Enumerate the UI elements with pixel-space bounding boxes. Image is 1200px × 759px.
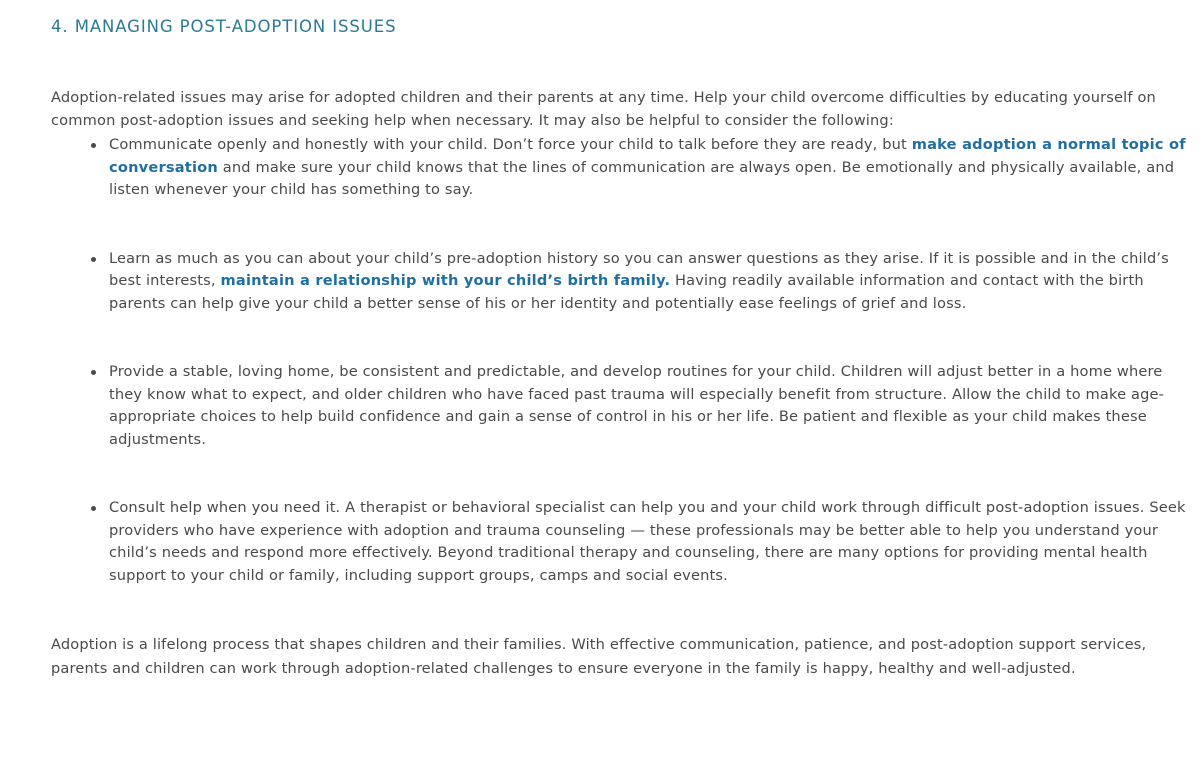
link-normal-topic-of-conversation[interactable]: make adoption a normal topic of conversation: [109, 136, 1186, 176]
bullet-text: Communicate openly and honestly with your child. Don’t force your child to talk before they are ready, but: [109, 136, 912, 153]
link-birth-family-relationship[interactable]: maintain a relationship with your child’s birth family.: [220, 272, 671, 289]
bullet-text: Consult help when you need it. A therapist or behavioral specialist can help you and your child work through difficult post-adoption issues. Seek providers who have experience with adoption and trauma counseling — these professionals may be better able to help you understand your child’s needs and respond more effectively. Beyond traditional therapy and counseling, there are many options for providing mental health support to your child or family, including support groups, camps and social events.: [109, 499, 1186, 584]
list-item-consult-help: [51, 497, 1191, 587]
bullet-text: Provide a stable, loving home, be consistent and predictable, and develop routines for your child. Children will adjust better in a home where they know what to expect, and older children who have faced past trauma will especially benefit from structure. Allow the child to make age-appropriate choices to help build confidence and gain a sense of control in his or her life. Be patient and flexible as your child makes these adjustments.: [109, 363, 1165, 448]
section-heading: 4. MANAGING POST-ADOPTION ISSUES: [51, 17, 397, 36]
tips-list: [51, 134, 1191, 587]
bullet-text: Having readily available information and contact with the birth parents can help give your child a better sense of his or her identity and potentially ease feelings of grief and loss.: [109, 272, 1144, 312]
list-item-stable-home: [51, 361, 1191, 451]
bullet-icon: [91, 257, 96, 262]
closing-paragraph: Adoption is a lifelong process that shapes children and their families. With effective communication, patience, and post-adoption support services, parents and children can work through adoption-related challenges to ensure everyone in the family is happy, healthy and well-adjusted.: [51, 636, 1147, 677]
bullet-icon: [91, 370, 96, 375]
bullet-icon: [91, 143, 96, 148]
list-item-communicate: [51, 134, 1191, 202]
intro-paragraph: Adoption-related issues may arise for adopted children and their parents at any time. Help your child overcome difficulties by educating yourself on common post-adoption issues and seeking help when necessary. It may also be helpful to consider the following:: [51, 89, 1156, 129]
bullet-text: Learn as much as you can about your child’s pre-adoption history so you can answer questions as they arise. If it is possible and in the child’s best interests,: [109, 249, 1169, 289]
bullet-icon: [91, 506, 96, 511]
bullet-text: and make sure your child knows that the lines of communication are always open. Be emotionally and physically available, and listen whenever your child has something to say.: [109, 158, 1175, 198]
list-item-learn-history: [51, 248, 1191, 316]
article-section: [51, 14, 1191, 681]
